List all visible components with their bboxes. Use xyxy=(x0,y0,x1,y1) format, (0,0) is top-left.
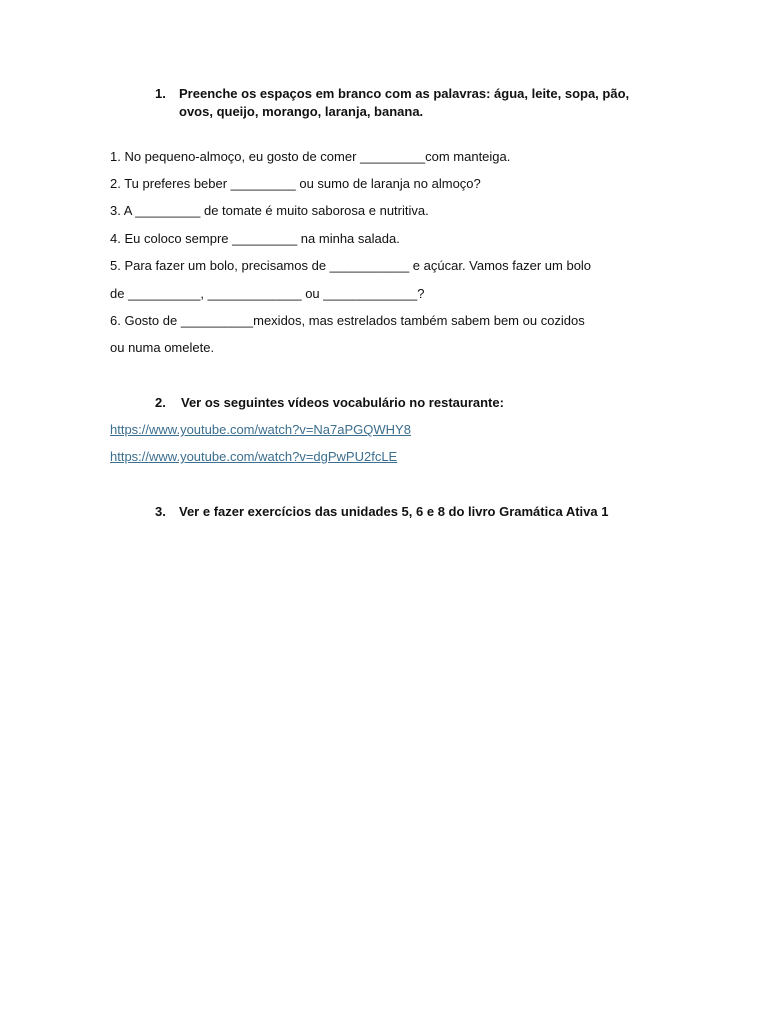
video-link-1[interactable]: https://www.youtube.com/watch?v=Na7aPGQWHY8 xyxy=(110,422,411,437)
section-1-number: 1. xyxy=(155,86,166,101)
section-2-heading xyxy=(155,394,675,414)
section-1-heading xyxy=(155,85,675,125)
section-2-title: Ver os seguintes vídeos vocabulário no restaurante: xyxy=(181,395,504,410)
exercise-line-5-continued: de __________, _____________ ou _____________? xyxy=(110,286,425,301)
exercise-line-5: 5. Para fazer um bolo, precisamos de ___________ e açúcar. Vamos fazer um bolo xyxy=(110,258,592,273)
section-3-title: Ver e fazer exercícios das unidades 5, 6 e 8 do livro Gramática Ativa 1 xyxy=(179,504,609,519)
section-3-heading xyxy=(155,503,675,523)
exercise-line-2: 2. Tu preferes beber _________ ou sumo de laranja no almoço? xyxy=(110,176,481,191)
exercise-line-4: 4. Eu coloco sempre _________ na minha salada. xyxy=(110,231,400,246)
section-1-title: Preenche os espaços em branco com as palavras: água, leite, sopa, pão, ovos, queijo, morango, laranja, banana. xyxy=(179,86,630,119)
video-link-2[interactable]: https://www.youtube.com/watch?v=dgPwPU2fcLE xyxy=(110,449,398,464)
section-3-number: 3. xyxy=(155,504,166,519)
exercise-line-6: 6. Gosto de __________mexidos, mas estrelados também sabem bem ou cozidos xyxy=(110,313,585,328)
section-2-number: 2. xyxy=(155,395,166,410)
exercise-line-1: 1. No pequeno-almoço, eu gosto de comer _________com manteiga. xyxy=(110,149,511,164)
exercise-line-6-continued: ou numa omelete. xyxy=(110,340,215,355)
exercise-line-3: 3. A _________ de tomate é muito saborosa e nutritiva. xyxy=(110,203,429,218)
